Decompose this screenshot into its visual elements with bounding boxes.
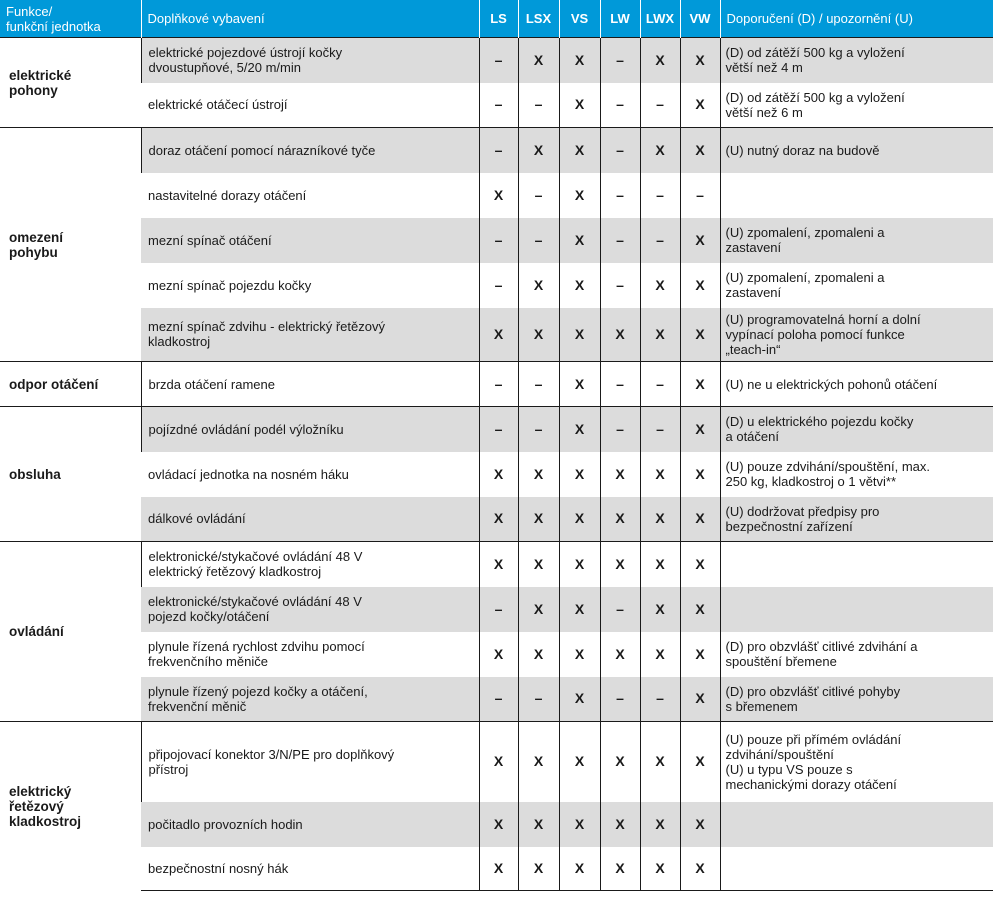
function-group-label: odpor otáčení — [0, 362, 141, 407]
function-group-label: ovládání — [0, 542, 141, 722]
availability-mark: X — [518, 263, 559, 308]
header-equipment: Doplňkové vybavení — [141, 0, 479, 38]
function-group-label: elektrický řetězový kladkostroj — [0, 722, 141, 891]
availability-mark: – — [518, 173, 559, 218]
availability-mark: – — [518, 218, 559, 263]
availability-mark: X — [479, 173, 518, 218]
availability-mark: X — [600, 632, 640, 677]
equipment-item: mezní spínač pojezdu kočky — [141, 263, 479, 308]
availability-mark: X — [680, 542, 720, 587]
availability-mark: X — [479, 497, 518, 542]
availability-mark: X — [559, 263, 600, 308]
availability-mark: – — [600, 128, 640, 173]
availability-mark: X — [680, 722, 720, 802]
availability-mark: X — [559, 173, 600, 218]
table-row — [0, 83, 993, 128]
table-row — [0, 407, 993, 452]
function-group-label: obsluha — [0, 407, 141, 542]
recommendation-note: (D) od zátěží 500 kg a vyložení větší než 6 m — [720, 83, 993, 128]
availability-mark: – — [640, 362, 680, 407]
equipment-item: připojovací konektor 3/N/PE pro doplňkový přístroj — [141, 722, 479, 802]
table-row — [0, 677, 993, 722]
recommendation-note: (D) pro obzvlášť citlivé zdvihání a spouštění břemene — [720, 632, 993, 677]
recommendation-note — [720, 802, 993, 847]
availability-mark: X — [559, 847, 600, 891]
table-row — [0, 497, 993, 542]
availability-mark: – — [479, 218, 518, 263]
header-row — [0, 0, 993, 38]
recommendation-note: (U) dodržovat předpisy pro bezpečnostní zařízení — [720, 497, 993, 542]
availability-mark: X — [600, 847, 640, 891]
availability-mark: X — [559, 407, 600, 452]
availability-mark: X — [559, 497, 600, 542]
availability-mark: – — [518, 677, 559, 722]
availability-mark: X — [559, 452, 600, 497]
availability-mark: – — [600, 677, 640, 722]
availability-mark: – — [479, 128, 518, 173]
recommendation-note: (U) pouze zdvihání/spouštění, max. 250 kg, kladkostroj o 1 větvi** — [720, 452, 993, 497]
availability-mark: X — [680, 83, 720, 128]
availability-mark: X — [600, 802, 640, 847]
availability-mark: X — [640, 263, 680, 308]
equipment-item: bezpečnostní nosný hák — [141, 847, 479, 891]
recommendation-note — [720, 847, 993, 891]
availability-mark: X — [680, 587, 720, 632]
availability-mark: X — [680, 362, 720, 407]
availability-mark: – — [600, 407, 640, 452]
table-row — [0, 802, 993, 847]
availability-mark: X — [640, 632, 680, 677]
recommendation-note — [720, 542, 993, 587]
availability-mark: X — [680, 128, 720, 173]
header-model-vs: VS — [559, 0, 600, 38]
recommendation-note: (U) pouze při přímém ovládání zdvihání/spouštění (U) u typu VS pouze s mechanickými dorazy otáčení — [720, 722, 993, 802]
header-model-lw: LW — [600, 0, 640, 38]
availability-mark: X — [600, 722, 640, 802]
header-model-vw: VW — [680, 0, 720, 38]
availability-mark: X — [559, 632, 600, 677]
availability-mark: X — [680, 632, 720, 677]
availability-mark: X — [559, 722, 600, 802]
availability-mark: X — [559, 83, 600, 128]
availability-mark: – — [479, 38, 518, 83]
recommendation-note: (U) ne u elektrických pohonů otáčení — [720, 362, 993, 407]
equipment-item: mezní spínač otáčení — [141, 218, 479, 263]
table-row — [0, 308, 993, 362]
availability-mark: – — [479, 587, 518, 632]
equipment-item: nastavitelné dorazy otáčení — [141, 173, 479, 218]
recommendation-note: (U) zpomalení, zpomaleni a zastavení — [720, 218, 993, 263]
availability-mark: X — [680, 677, 720, 722]
availability-mark: – — [479, 263, 518, 308]
recommendation-note: (U) nutný doraz na budově — [720, 128, 993, 173]
table-row — [0, 362, 993, 407]
availability-mark: X — [518, 308, 559, 362]
availability-mark: X — [559, 802, 600, 847]
availability-mark: – — [600, 587, 640, 632]
recommendation-note — [720, 587, 993, 632]
availability-mark: – — [518, 407, 559, 452]
recommendation-note: (U) programovatelná horní a dolní vypínací poloha pomocí funkce „teach-in“ — [720, 308, 993, 362]
availability-mark: X — [559, 128, 600, 173]
availability-mark: – — [518, 83, 559, 128]
recommendation-note: (D) u elektrického pojezdu kočky a otáčení — [720, 407, 993, 452]
equipment-item: plynule řízený pojezd kočky a otáčení, frekvenční měnič — [141, 677, 479, 722]
availability-mark: X — [600, 308, 640, 362]
availability-mark: X — [518, 847, 559, 891]
availability-mark: X — [559, 542, 600, 587]
availability-mark: X — [640, 847, 680, 891]
table-row — [0, 218, 993, 263]
availability-mark: – — [600, 362, 640, 407]
table-body — [0, 38, 993, 891]
availability-mark: X — [680, 38, 720, 83]
availability-mark: X — [559, 218, 600, 263]
availability-mark: X — [479, 308, 518, 362]
availability-mark: X — [518, 722, 559, 802]
equipment-item: ovládací jednotka na nosném háku — [141, 452, 479, 497]
availability-mark: X — [559, 308, 600, 362]
availability-mark: – — [600, 263, 640, 308]
equipment-item: doraz otáčení pomocí nárazníkové tyče — [141, 128, 479, 173]
availability-mark: X — [559, 677, 600, 722]
availability-mark: X — [640, 308, 680, 362]
header-function: Funkce/ funkční jednotka — [0, 0, 141, 38]
availability-mark: X — [640, 497, 680, 542]
availability-mark: X — [640, 542, 680, 587]
equipment-item: pojízdné ovládání podél výložníku — [141, 407, 479, 452]
availability-mark: – — [640, 173, 680, 218]
availability-mark: X — [680, 308, 720, 362]
equipment-item: plynule řízená rychlost zdvihu pomocí frekvenčního měniče — [141, 632, 479, 677]
availability-mark: – — [600, 173, 640, 218]
availability-mark: – — [680, 173, 720, 218]
equipment-item: elektronické/stykačové ovládání 48 V pojezd kočky/otáčení — [141, 587, 479, 632]
availability-mark: X — [640, 802, 680, 847]
availability-mark: X — [680, 802, 720, 847]
availability-mark: X — [600, 452, 640, 497]
availability-mark: – — [640, 218, 680, 263]
function-group-label: elektrické pohony — [0, 38, 141, 128]
availability-mark: X — [640, 587, 680, 632]
availability-mark: X — [640, 722, 680, 802]
availability-mark: X — [518, 497, 559, 542]
function-group-label: omezení pohybu — [0, 128, 141, 362]
availability-mark: X — [680, 847, 720, 891]
availability-mark: – — [479, 407, 518, 452]
availability-mark: X — [518, 452, 559, 497]
availability-mark: X — [600, 497, 640, 542]
availability-mark: X — [479, 722, 518, 802]
availability-mark: – — [600, 38, 640, 83]
availability-mark: X — [559, 38, 600, 83]
availability-mark: X — [518, 38, 559, 83]
table-row — [0, 632, 993, 677]
header-notes: Doporučení (D) / upozornění (U) — [720, 0, 993, 38]
table-row — [0, 722, 993, 802]
availability-mark: – — [518, 362, 559, 407]
availability-mark: – — [600, 83, 640, 128]
header-model-lsx: LSX — [518, 0, 559, 38]
equipment-item: počitadlo provozních hodin — [141, 802, 479, 847]
table-row — [0, 587, 993, 632]
availability-mark: – — [640, 407, 680, 452]
availability-mark: X — [518, 802, 559, 847]
table-row — [0, 452, 993, 497]
availability-mark: X — [640, 38, 680, 83]
header-model-ls: LS — [479, 0, 518, 38]
availability-mark: X — [640, 452, 680, 497]
availability-mark: – — [640, 677, 680, 722]
availability-mark: X — [479, 802, 518, 847]
availability-mark: X — [518, 632, 559, 677]
table-row — [0, 173, 993, 218]
availability-mark: X — [640, 128, 680, 173]
availability-mark: X — [518, 128, 559, 173]
availability-mark: – — [479, 677, 518, 722]
availability-mark: X — [479, 847, 518, 891]
table-row — [0, 128, 993, 173]
availability-mark: X — [518, 542, 559, 587]
recommendation-note: (D) pro obzvlášť citlivé pohyby s břemenem — [720, 677, 993, 722]
availability-mark: – — [479, 362, 518, 407]
header-model-lwx: LWX — [640, 0, 680, 38]
availability-mark: X — [479, 632, 518, 677]
availability-mark: X — [680, 452, 720, 497]
availability-mark: X — [479, 542, 518, 587]
recommendation-note — [720, 173, 993, 218]
availability-mark: X — [479, 452, 518, 497]
table-row — [0, 542, 993, 587]
availability-mark: X — [559, 362, 600, 407]
availability-mark: X — [559, 587, 600, 632]
recommendation-note: (D) od zátěží 500 kg a vyložení větší než 4 m — [720, 38, 993, 83]
availability-mark: X — [680, 263, 720, 308]
equipment-item: dálkové ovládání — [141, 497, 479, 542]
equipment-item: elektrické otáčecí ústrojí — [141, 83, 479, 128]
table-row — [0, 263, 993, 308]
equipment-item: elektronické/stykačové ovládání 48 V elektrický řetězový kladkostroj — [141, 542, 479, 587]
table-row — [0, 847, 993, 891]
availability-mark: X — [680, 407, 720, 452]
availability-mark: – — [479, 83, 518, 128]
recommendation-note: (U) zpomalení, zpomaleni a zastavení — [720, 263, 993, 308]
availability-mark: X — [680, 218, 720, 263]
equipment-item: brzda otáčení ramene — [141, 362, 479, 407]
availability-mark: X — [680, 497, 720, 542]
availability-mark: – — [640, 83, 680, 128]
equipment-item: mezní spínač zdvihu - elektrický řetězový kladkostroj — [141, 308, 479, 362]
availability-mark: X — [600, 542, 640, 587]
equipment-item: elektrické pojezdové ústrojí kočky dvoustupňové, 5/20 m/min — [141, 38, 479, 83]
availability-mark: – — [600, 218, 640, 263]
availability-mark: X — [518, 587, 559, 632]
table-row — [0, 38, 993, 83]
